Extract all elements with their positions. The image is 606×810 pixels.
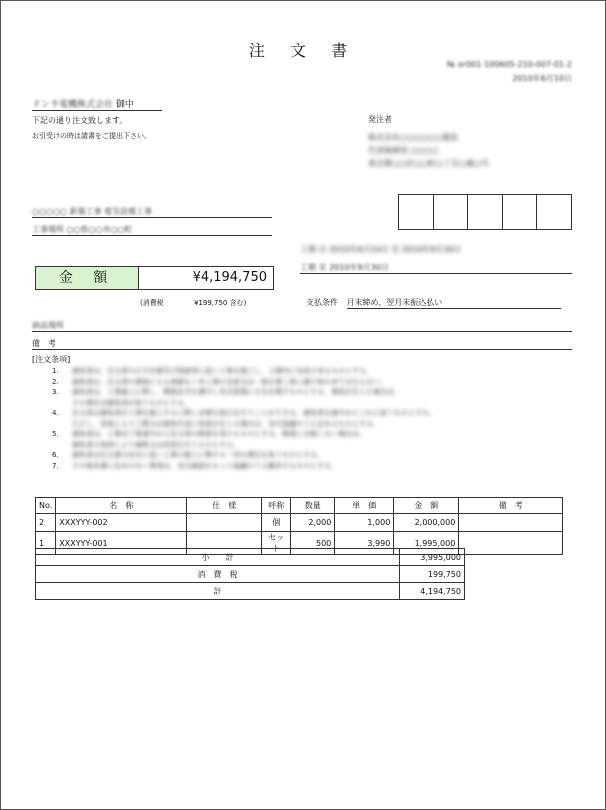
delivery-place: 納品場所 [32,320,572,332]
terms-item: ただし、変更により工期又は請負代金に変更が生じる場合は、双方協議のうえ定めるものとする。 [72,419,380,428]
col-header-unit: 呼称 [262,498,291,514]
cell-price: 3,990 [335,532,394,555]
subtotal-label: 小 計 [36,549,400,566]
tax-label: 消 費 税 [36,566,400,583]
col-header-qty: 数量 [291,498,335,514]
total-amount-box [35,266,274,290]
cell-name: XXXYYY-002 [56,514,187,532]
terms-item: その責任は請負者が負うものとする。 [72,398,191,407]
tax-value: 199,750 [400,566,465,583]
payment-terms [306,297,572,309]
cell-unit: 個 [262,514,291,532]
schedule-line2: 工期 至 2010年9月30日 [300,262,572,274]
totals-table [35,548,465,600]
stamp-box [503,195,538,229]
col-header-no: No. [36,498,56,514]
order-number: № or001-100605-210-007-01-2 [446,60,572,69]
recipient-line2: お引受けの時は請書をご提出下さい。 [32,132,151,140]
cell-no: 1 [36,532,56,555]
subtotal-row [36,549,465,566]
amount-label: 金 額 [36,267,139,289]
terms-item: 2. 請負者は、注文者の書面による承諾なく本工事の全部又は一部を第三者に請け負わせてはならない。 [52,377,387,386]
col-header-name: 名 称 [56,498,187,514]
terms-item: 請負者の負担により補修又は改造を行うものとする。 [72,440,240,449]
terms-heading: [注文条項] [32,355,71,364]
cell-qty: 2,000 [291,514,335,532]
stamp-box [468,195,503,229]
cell-name: XXXYYY-001 [56,532,187,555]
orderer-info [368,131,489,170]
cell-unit: セット [262,532,291,555]
project-location: 工事場所 ○○県○○市○○町 [32,224,272,236]
terms-item: 1. 請負者は、注文者の示す仕様及び図面等に従い工事を施工し、工期内に完成させるものとする。 [52,367,373,375]
terms-item: 4. 注文者は請負者が工事を施工するに際し必要な指示を行うことができる。請負者は速やかにこれに従うものとする。 [52,409,436,417]
orderer-label: 発注者 [368,115,392,124]
payment-label: 支払条件 [306,298,338,307]
subtotal-value: 3,995,000 [400,549,465,566]
cell-amount: 2,000,000 [394,514,459,532]
table-row [36,514,563,532]
col-header-amount: 金 額 [394,498,459,514]
recipient-honorific: 御中 [115,100,134,110]
recipient-line1: 下記の通り注文致します。 [32,116,128,125]
cell-remarks [459,532,563,555]
terms-item: 3. 請負者は、工事施工に際し、関係法令を遵守し安全管理に万全を期すものとする。事故が生じた場合は、 [52,388,401,396]
orderer-line: 代表取締役 ○○○○ [368,146,439,155]
document-title: 注 文 書 [248,41,358,60]
col-header-price: 単 価 [335,498,394,514]
cell-remarks [459,514,563,532]
cell-amount: 1,995,000 [394,532,459,555]
total-value: 4,194,750 [400,583,465,600]
cell-price: 1,000 [335,514,394,532]
total-row [36,583,465,600]
col-header-remarks: 備 考 [459,498,563,514]
remarks-line: 備 考 [32,338,572,350]
col-header-spec: 仕 様 [187,498,262,514]
cell-spec [187,514,262,532]
total-label: 計 [36,583,400,600]
terms-item: 5. 請負者は、工事完了後速やかに注文者の検査を受けるものとする。検査に合格しない場合は、 [52,430,366,438]
tax-note: (消費税 ¥199,750 含む) [140,299,247,307]
cell-qty: 500 [291,532,335,555]
schedule-line1: 工期 自 2010年6月10日 至 2010年9月30日 [300,245,462,254]
tax-row [36,566,465,583]
stamp-box [434,195,469,229]
table-header-row [36,498,563,514]
order-date: 2010年6月10日 [512,74,572,83]
stamp-box [399,195,434,229]
terms-item: 6. 請負者は注文書の定めに従い工事の施工に関する一切の責任を負うものとする。 [52,451,324,459]
orderer-line: 東京都○○区○○町○丁目○番○号 [368,159,489,168]
payment-value: 月末締め、翌月末振込払い [347,297,561,309]
cell-no: 2 [36,514,56,532]
approval-stamp-boxes [398,194,572,230]
items-table [35,497,563,555]
recipient [32,97,162,111]
amount-value: ¥4,194,750 [192,270,267,285]
stamp-box [537,195,571,229]
recipient-company: ドンラ電機株式会社 [32,100,114,110]
terms-item: 7. その他本書に定めのない事項は、双方誠意をもって協議のうえ解決するものとする。 [52,461,338,470]
orderer-line: 株式会社○○○○○○建設 [368,133,458,142]
terms-list [32,366,572,471]
project-name: ○○○○○ 新築工事 電気設備工事 [32,206,272,218]
